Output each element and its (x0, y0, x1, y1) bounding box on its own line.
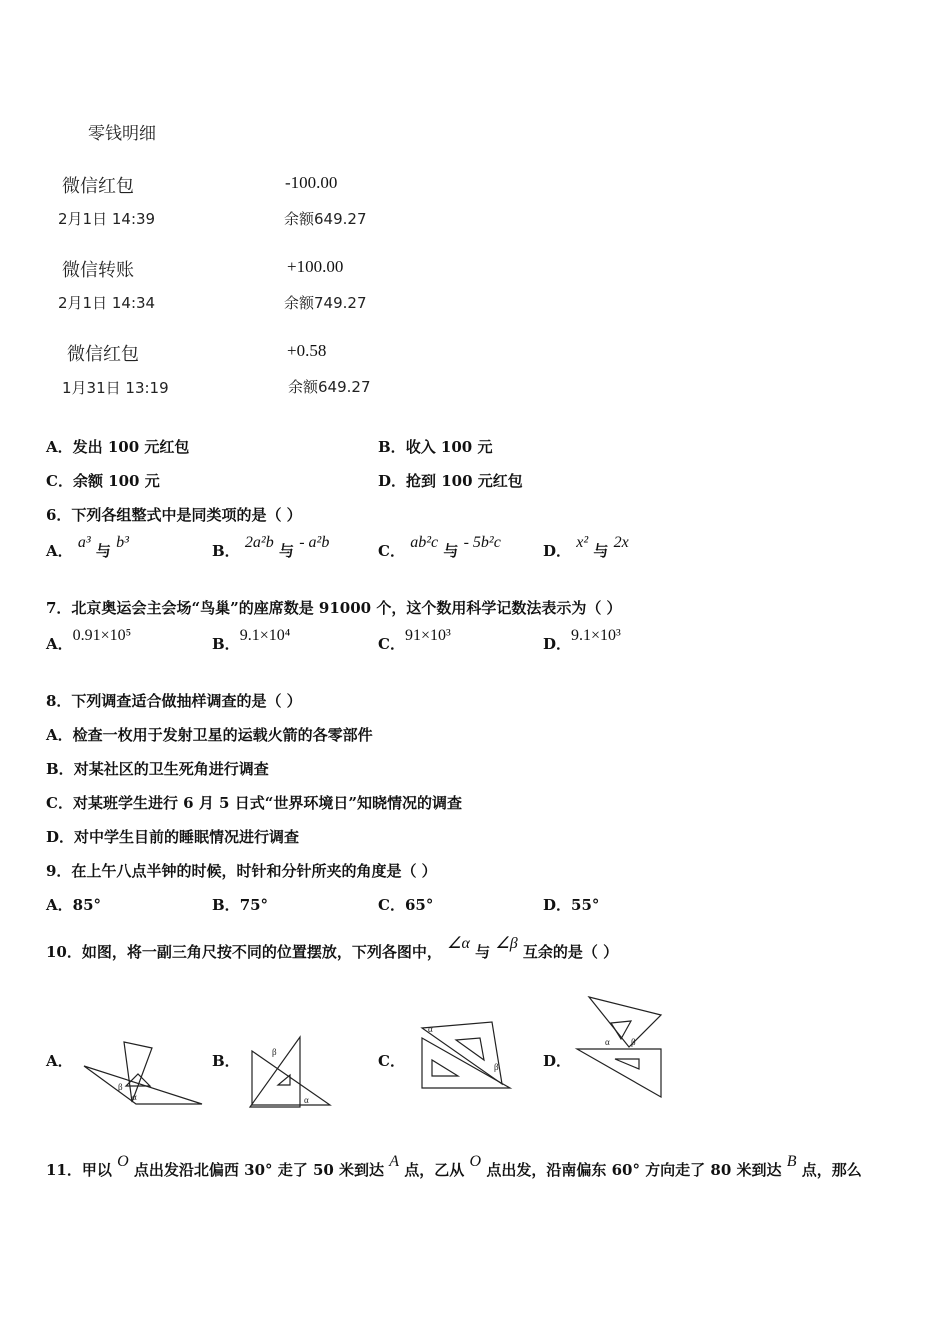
figure-c-beta-label: β (494, 1062, 499, 1072)
q9-option-a: A．85° (46, 896, 102, 914)
q9-option-c: C．65° (378, 896, 434, 914)
figure-d-beta-label: β (631, 1037, 636, 1047)
figure-a-alpha-label: α (132, 1092, 137, 1102)
figure-a-beta-label: β (118, 1082, 123, 1092)
q7-option-c: C．91×10³ (378, 627, 451, 653)
figure-b-beta-label: β (272, 1047, 277, 1057)
q10-option-c: C． (378, 1052, 405, 1070)
wallet-title: 零钱明细 (88, 124, 156, 144)
q6-stem: 6．下列各组整式中是同类项的是（ ） (46, 506, 302, 524)
record-2-balance: 余额749.27 (284, 294, 367, 312)
record-3-time: 1月31日 13:19 (62, 379, 169, 397)
record-1-name: 微信红包 (62, 176, 134, 197)
figure-c-alpha-label: α (428, 1024, 433, 1034)
record-3-amount: +0.58 (287, 341, 327, 360)
q7-stem: 7．北京奥运会主会场“鸟巢”的座席数是 91000 个，这个数用科学记数法表示为（ ） (46, 599, 622, 617)
record-2-amount: +100.00 (287, 257, 344, 276)
record-1-amount: -100.00 (285, 173, 338, 192)
q10-figure-a (80, 1040, 210, 1115)
q8-option-c: C．对某班学生进行 6 月 5 日式“世界环境日”知晓情况的调查 (46, 794, 462, 812)
q7-option-d: D．9.1×10³ (543, 627, 621, 653)
q11-stem: 11．甲以 O 点出发沿北偏西 30° 走了 50 米到达 A 点，乙从 O 点出发，沿南偏东 60° 方向走了 80 米到达 B 点，那么 (46, 1153, 862, 1179)
record-3-name: 微信红包 (67, 344, 139, 365)
q9-option-b: B．75° (212, 896, 269, 914)
q7-option-b: B．9.1×10⁴ (212, 627, 291, 653)
q10-figure-c (418, 1020, 528, 1095)
q6-option-b: B． 2a²b 与 - a²b (212, 534, 330, 560)
q8-stem: 8．下列调查适合做抽样调查的是（ ） (46, 692, 302, 710)
figure-b-alpha-label: α (304, 1095, 309, 1105)
q10-option-a: A． (46, 1052, 73, 1070)
record-2-name: 微信转账 (62, 260, 134, 281)
q10-stem: 10．如图，将一副三角尺按不同的位置摆放，下列各图中， ∠α 与 ∠β 互余的是（ ） (46, 935, 619, 961)
record-1-balance: 余额649.27 (284, 210, 367, 228)
q5-option-d: D．抢到 100 元红包 (378, 472, 523, 490)
record-2-time: 2月1日 14:34 (58, 294, 156, 312)
q8-option-a: A．检查一枚用于发射卫星的运载火箭的各零部件 (46, 726, 373, 744)
record-3-balance: 余额649.27 (288, 378, 371, 396)
q8-option-d: D．对中学生目前的睡眠情况进行调查 (46, 828, 300, 846)
q10-option-b: B． (212, 1052, 240, 1070)
figure-d-alpha-label: α (605, 1037, 610, 1047)
q7-option-a: A．0.91×10⁵ (46, 627, 132, 653)
q6-option-a: A． a³ 与 b³ (46, 534, 129, 560)
q10-figure-d (575, 995, 665, 1105)
q8-option-b: B．对某社区的卫生死角进行调查 (46, 760, 269, 778)
q6-option-d: D． x² 与 2x (543, 534, 629, 560)
q9-stem: 9．在上午八点半钟的时候，时针和分针所夹的角度是（ ） (46, 862, 437, 880)
record-1-time: 2月1日 14:39 (58, 210, 156, 228)
q5-option-a: A．发出 100 元红包 (46, 438, 190, 456)
q6-option-c: C． ab²c 与 - 5b²c (378, 534, 501, 560)
q5-option-c: C．余额 100 元 (46, 472, 160, 490)
q10-figure-b (246, 1035, 341, 1115)
q9-option-d: D．55° (543, 896, 600, 914)
q5-option-b: B．收入 100 元 (378, 438, 493, 456)
q10-option-d: D． (543, 1052, 572, 1070)
